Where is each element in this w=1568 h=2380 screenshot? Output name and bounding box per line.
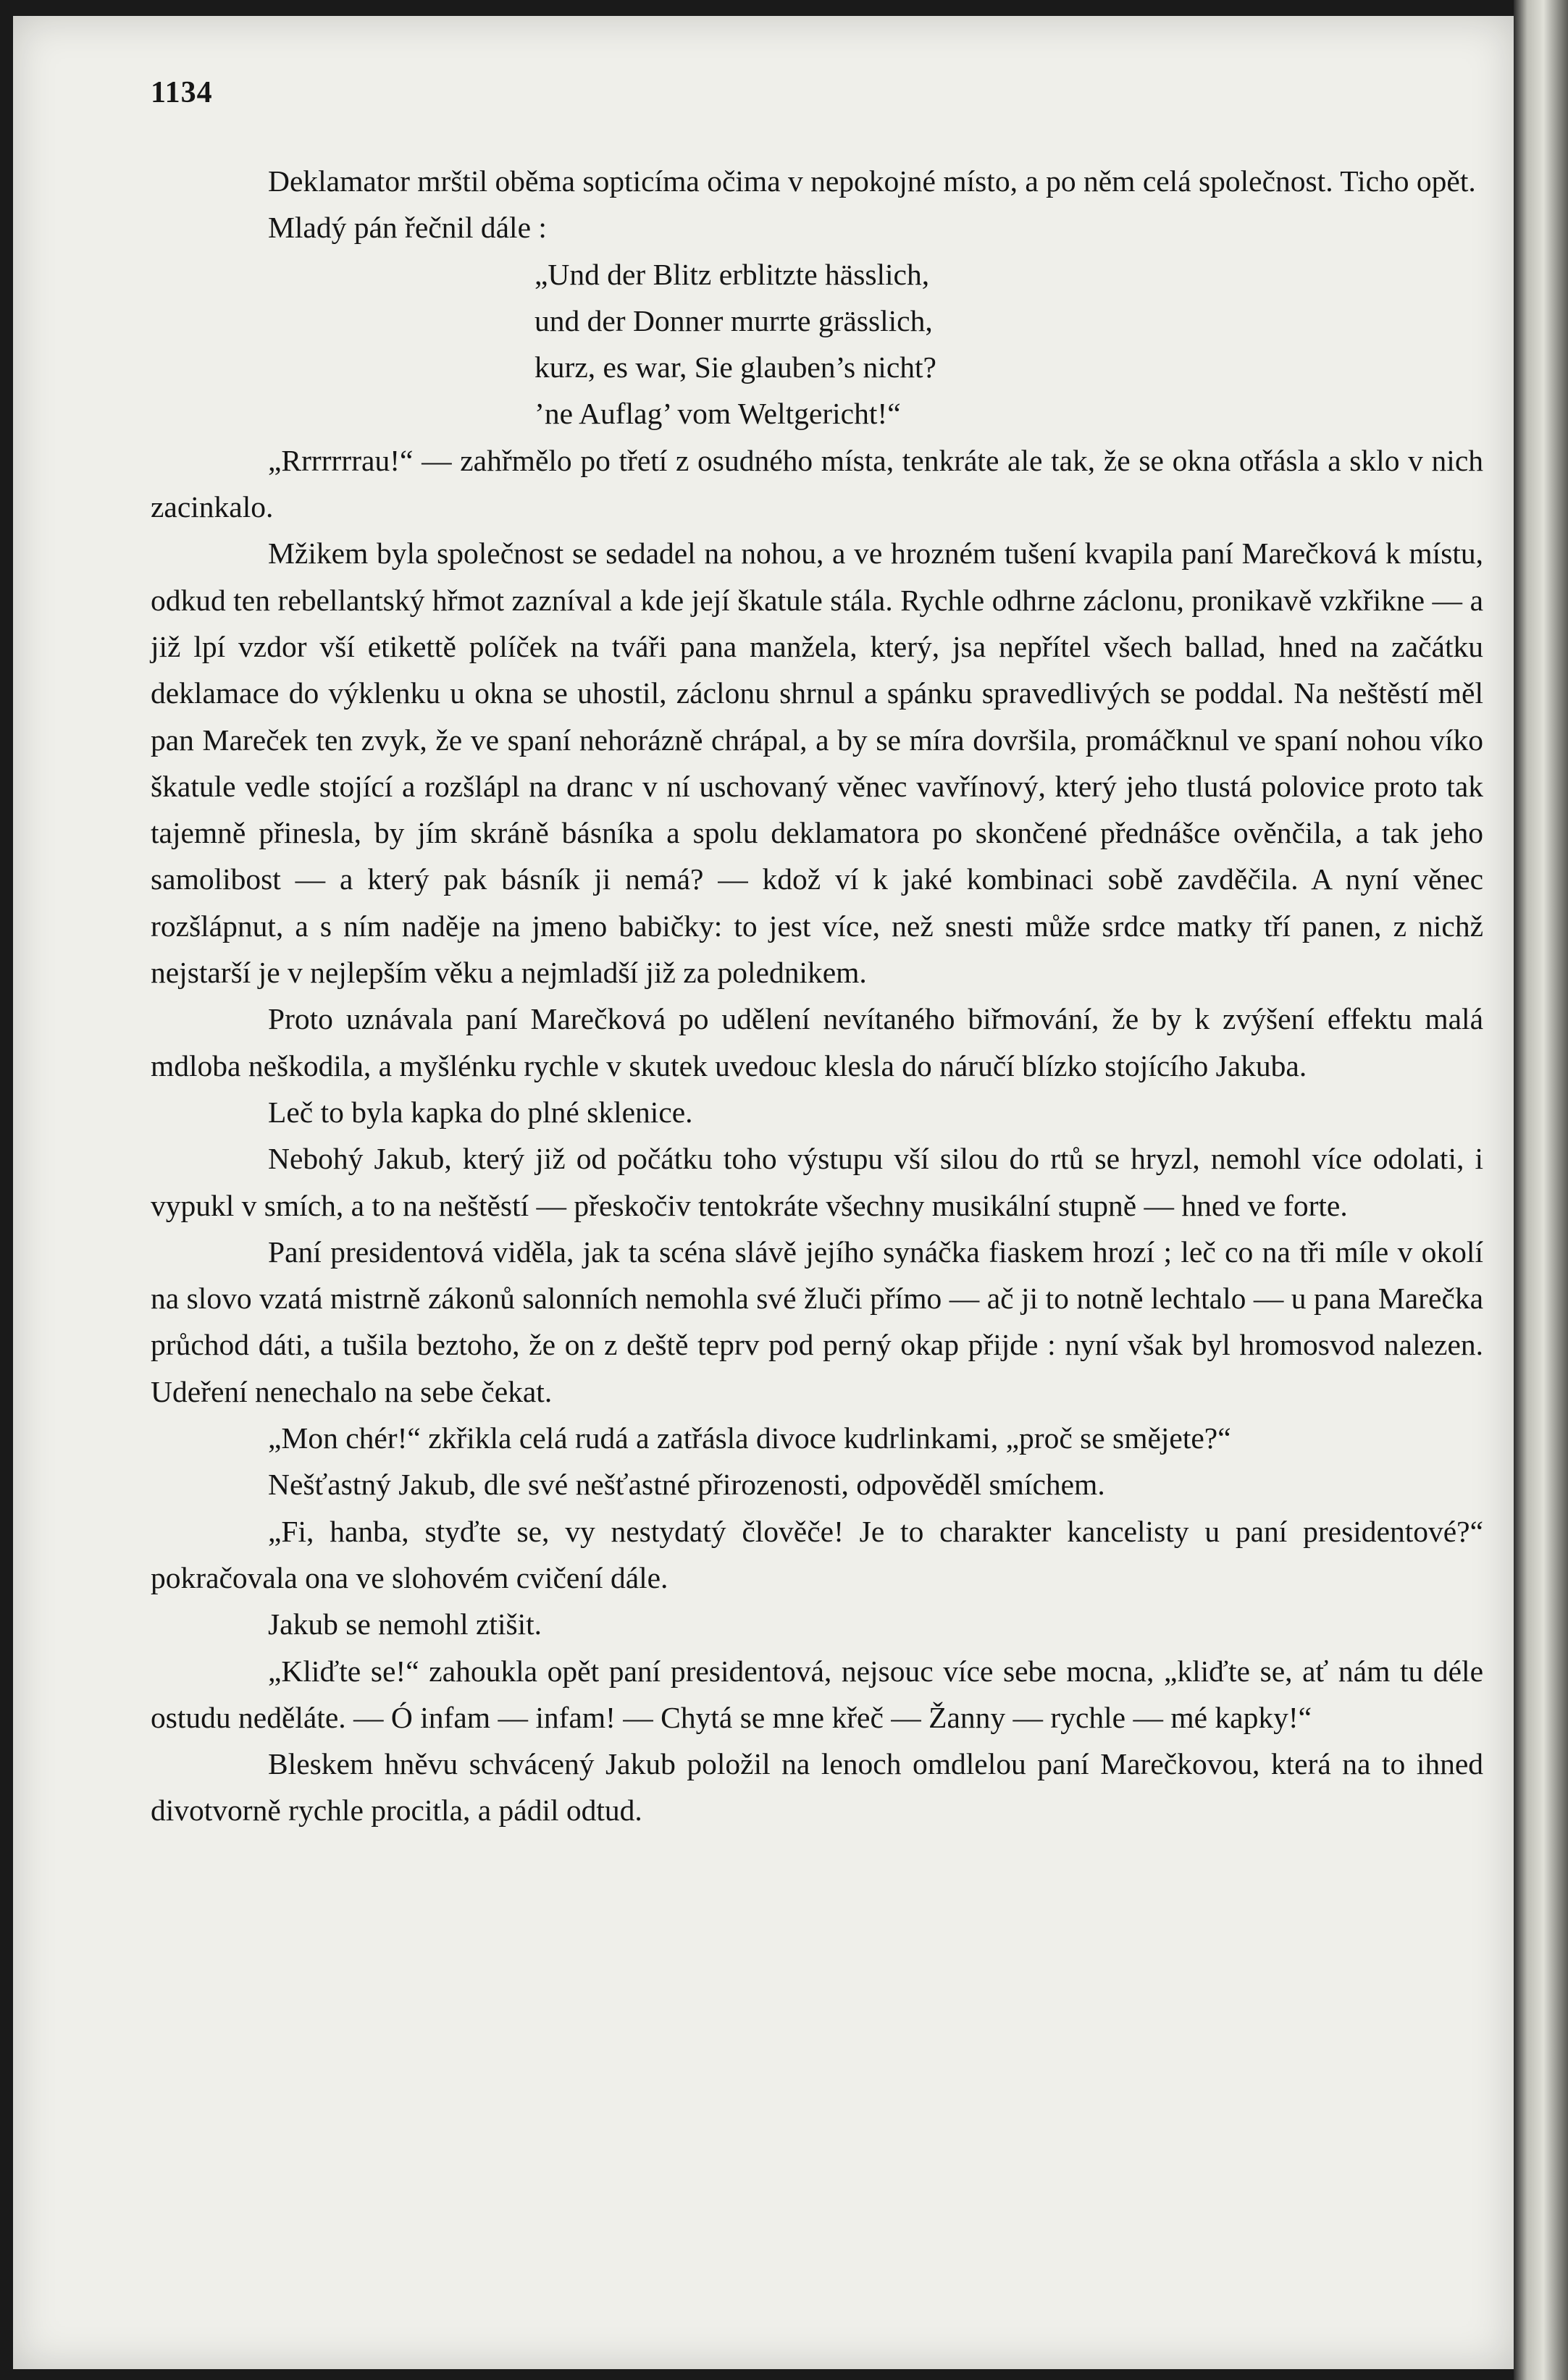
verse-line: ’ne Auflag’ vom Weltgericht!“ <box>534 397 901 431</box>
paragraph: Bleskem hněvu schvácený Jakub položil na lenoch omdlelou paní Marečkovou, která na to ihned divotvorně rychle procitla, a pádil odtud. <box>151 1747 1483 1828</box>
paragraph: Proto uznávala paní Marečková po udělení nevítaného biřmování, že by k zvýšení effektu malá mdloba neškodila, a myšlénku rychle v skutek uvedouc klesla do náručí blízko stojícího Jakuba. <box>151 1002 1483 1082</box>
paragraph: Nebohý Jakub, který již od počátku toho výstupu vší silou do rtů se hryzl, nemohl více odolati, i vypukl v smích, a to na neštěstí — přeskočiv tentokráte všechny musikální stupně — hned ve forte. <box>151 1142 1483 1222</box>
verse-quote <box>534 251 1483 437</box>
adjacent-page-edge <box>1514 0 1568 2380</box>
paragraph: Mladý pán řečnil dále : <box>268 211 547 245</box>
paragraph: Jakub se nemohl ztišit. <box>268 1607 542 1641</box>
paragraph: „Mon chér!“ zkřikla celá rudá a zatřásla divoce kudrlinkami, „proč se smějete?“ <box>268 1421 1231 1455</box>
paragraph: Nešťastný Jakub, dle své nešťastné přirozenosti, odpověděl smíchem. <box>268 1468 1105 1502</box>
paragraph: Mžikem byla společnost se sedadel na nohou, a ve hrozném tušení kvapila paní Marečková k místu, odkud ten rebellantský hřmot zazníval a kde její škatule stála. Rychle odhrne záclonu, pronikavě vzkřikne — a již lpí vzdor vší etikettě políček na tváři pana manžela, který, jsa nepřítel všech ballad, hned na začátku deklamace do výklenku u okna se uhostil, záclonu shrnul a spánku spravedlivých se poddal. Na neštěstí měl pan Mareček ten zvyk, že ve spaní nehorázně chrápal, a by se míra dovršila, promáčknul ve spaní nohou víko škatule vedle stojící a rozšlápl na dranc v ní uschovaný věnec vavřínový, který jeho tlustá polovice proto tak tajemně přinesla, by jím skráně básníka a spolu deklamatora po skončené přednášce ověnčila, a tak jeho samolibost — a který pak básník ji nemá? — kdož ví k jaké kombinaci sobě zavděčila. A nyní věnec rozšlápnut, a s ním naděje na jmeno babičky: to jest více, než snesti může srdce matky tří panen, z nichž nejstarší je v nejlepším věku a nejmladší již za polednikem. <box>151 537 1483 990</box>
verse-line: „Und der Blitz erblitzte hässlich, <box>534 257 930 291</box>
body-text <box>151 158 1483 1834</box>
paragraph: „Rrrrrrrau!“ — zahřmělo po třetí z osudného místa, tenkráte ale tak, že se okna otřásla a sklo v nich zacinkalo. <box>151 443 1483 524</box>
paragraph: Deklamator mrštil oběma sopticíma očima v nepokojné místo, a po něm celá společnost. Ticho opět. <box>268 164 1476 198</box>
verse-line: und der Donner murrte grässlich, <box>534 303 933 337</box>
page-number: 1134 <box>151 76 213 109</box>
paragraph: „Fi, hanba, styďte se, vy nestydatý člověče! Je to charakter kancelisty u paní presidentové?“ pokračovala ona ve slohovém cvičení dále. <box>151 1514 1483 1594</box>
paragraph: „Kliďte se!“ zahoukla opět paní presidentová, nejsouc více sebe mocna, „kliďte se, ať nám tu déle ostudu neděláte. — Ó infam — infam! — Chytá se mne křeč — Žanny — rychle — mé kapky!“ <box>151 1654 1483 1734</box>
verse-line: kurz, es war, Sie glauben’s nicht? <box>534 350 936 384</box>
book-page <box>13 16 1514 2369</box>
paragraph: Paní presidentová viděla, jak ta scéna slávě jejího synáčka fiaskem hrozí ; leč co na tři míle v okolí na slovo vzatá mistrně zákonů salonních nemohla své žluči přímo — ač ji to notně lechtalo — u pana Marečka průchod dáti, a tušila beztoho, že on z deště teprv pod perný okap přijde : nyní však byl hromosvod nalezen. Udeření nenechalo na sebe čekat. <box>151 1235 1483 1408</box>
paragraph: Leč to byla kapka do plné sklenice. <box>268 1095 693 1129</box>
